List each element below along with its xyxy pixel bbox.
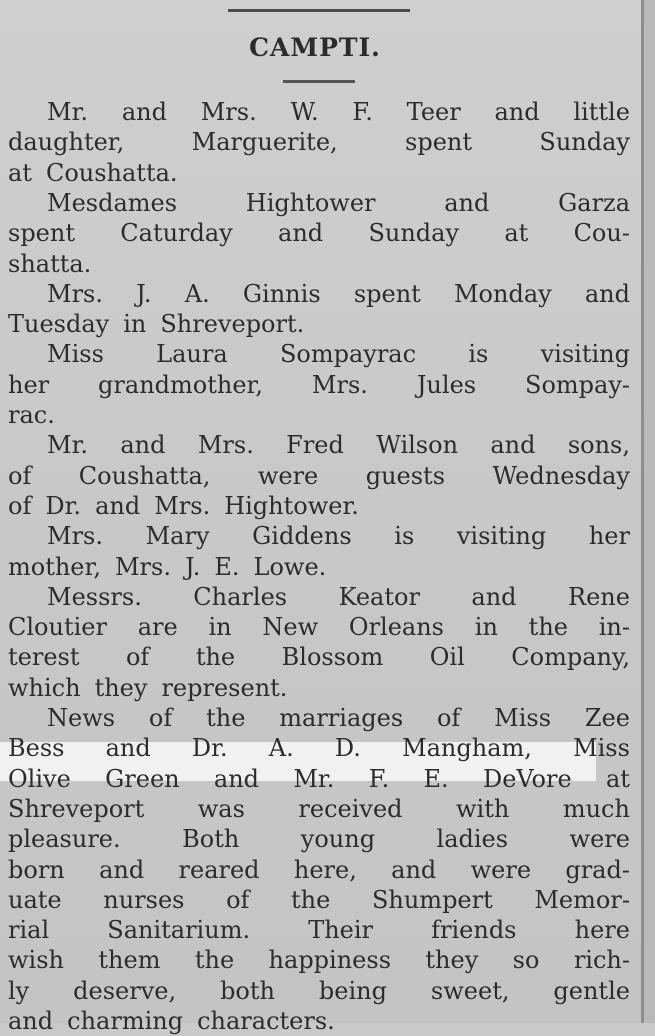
article-line: at Coushatta. [8,158,178,187]
headline-divider-rule [283,80,355,83]
article-line: Cloutier are in New Orleans in the in- [8,613,630,642]
article-line: Shreveport was received with much [8,794,630,823]
article-line: Miss Laura Sompayrac is visiting [47,340,630,369]
article-line: shatta. [8,249,92,278]
article-line: Bess and Dr. A. D. Mangham, Miss [8,734,630,763]
article-line: pleasure. Both young ladies were [8,825,630,854]
article-line: her grandmother, Mrs. Jules Sompay- [8,370,630,399]
article-headline: CAMPTI. [249,33,381,62]
article-line: and charming characters. [8,1007,335,1035]
adjacent-column-edge [644,0,655,1023]
article-line: which they represent. [8,673,288,702]
article-line: Messrs. Charles Keator and Rene [47,582,630,611]
article-line: Mr. and Mrs. Fred Wilson and sons, [47,431,630,460]
cutoff-next-line [40,1011,630,1023]
article-line: Mrs. Mary Giddens is visiting her [47,522,630,551]
article-line: News of the marriages of Miss Zee [47,704,630,732]
article-line: mother, Mrs. J. E. Lowe. [8,552,327,581]
article-line-highlighted: Olive Green and Mr. F. E. DeVore at [8,764,630,793]
article-line: daughter, Marguerite, spent Sunday [8,128,630,157]
article-line: Mr. and Mrs. W. F. Teer and little [47,98,630,126]
article-line: of Coushatta, were guests Wednesday [8,461,630,490]
article-line: of Dr. and Mrs. Hightower. [8,491,359,520]
article-line: rial Sanitarium. Their friends here [8,916,630,945]
article-line: wish them the happiness they so rich- [8,946,630,975]
top-divider-rule [228,9,410,12]
article-line: Mrs. J. A. Ginnis spent Monday and [47,279,630,308]
article-line: spent Caturday and Sunday at Cou- [8,219,630,248]
article-line: uate nurses of the Shumpert Memor- [8,885,630,914]
article-line: Mesdames Hightower and Garza [47,188,630,217]
article-line: Tuesday in Shreveport. [8,310,305,339]
article-line: terest of the Blossom Oil Company, [8,643,630,672]
article-line: ly deserve, both being sweet, gentle [8,976,630,1005]
article-line: rac. [8,401,55,429]
article-line: born and reared here, and were grad- [8,855,630,884]
